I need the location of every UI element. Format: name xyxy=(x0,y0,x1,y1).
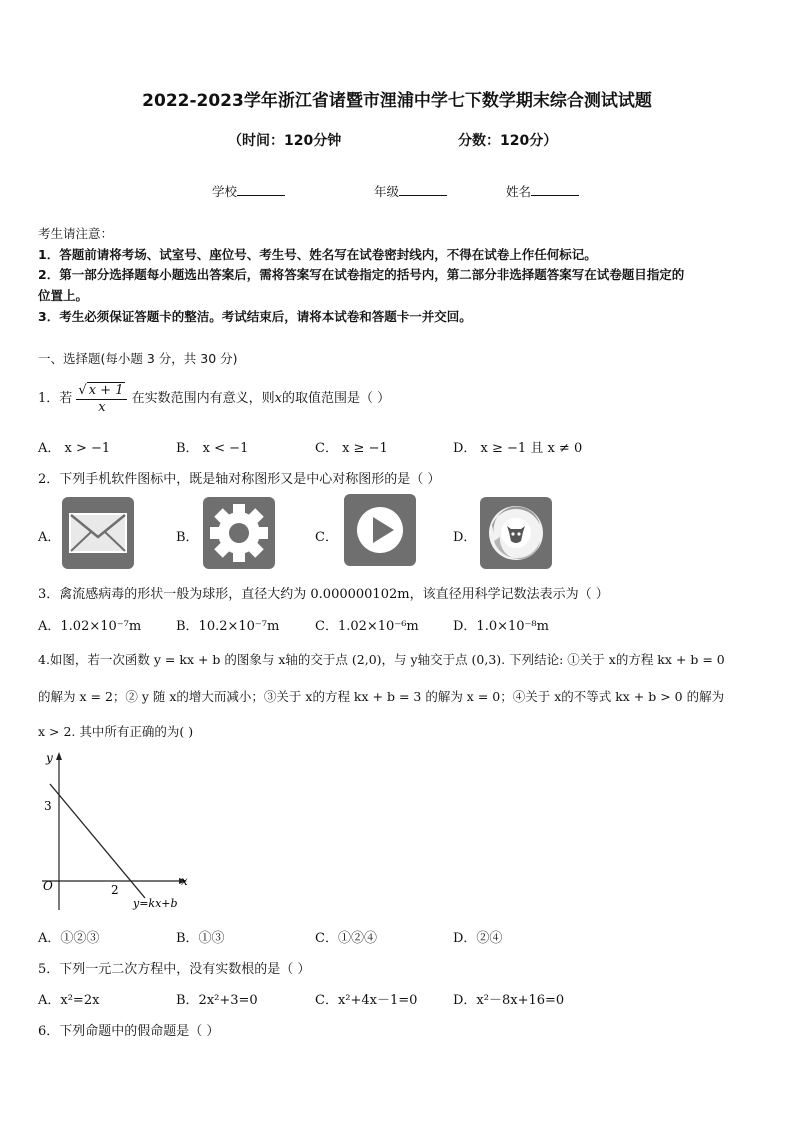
q1-option-a: A． x > −1 xyxy=(38,441,111,456)
q1-frac-numerator: x + 1 xyxy=(88,383,124,398)
name-field xyxy=(506,182,579,200)
q4-graph xyxy=(30,748,200,918)
q5-option-a: A．x²=2x xyxy=(38,993,100,1008)
exam-time: （时间：120分钟 xyxy=(228,133,342,149)
y-axis-label: y xyxy=(46,751,53,765)
q4-option-d: D．②④ xyxy=(453,931,503,946)
exam-score: 分数：120分） xyxy=(458,133,558,149)
q4-option-b: B．①③ xyxy=(176,931,225,946)
notice-heading: 考生请注意： xyxy=(38,226,114,241)
line-label: y=kx+b xyxy=(133,897,178,910)
grade-field xyxy=(374,182,447,200)
question-5: 5．下列一元二次方程中，没有实数根的是（ ） xyxy=(38,962,311,977)
name-label: 姓名 xyxy=(506,184,532,199)
y-axis-arrow xyxy=(56,752,62,760)
q2-label-a: A． xyxy=(38,530,61,545)
school-label: 学校 xyxy=(212,184,238,199)
question-4-line3: x > 2. 其中所有正确的为( ) xyxy=(38,724,194,739)
q4-option-c: C．①②④ xyxy=(315,931,377,946)
notice-item-1: 1．答题前请将考场、试室号、座位号、考生号、姓名写在试卷密封线内，不得在试卷上作任何标记。 xyxy=(38,247,597,262)
question-2: 2．下列手机软件图标中，既是轴对称图形又是中心对称图形的是（ ） xyxy=(38,472,441,487)
q1-frac-denominator: x xyxy=(98,399,106,415)
name-blank xyxy=(531,183,579,196)
q1-option-c: C． x ≥ −1 xyxy=(315,441,388,456)
school-blank xyxy=(237,183,285,196)
q1-option-d: D． x ≥ −1 且 x ≠ 0 xyxy=(453,441,583,456)
gear-icon xyxy=(203,497,275,569)
y-intercept-label: 3 xyxy=(44,799,52,813)
q1-text: 在实数范围内有意义，则 xyxy=(131,391,275,407)
page-title: 2022-2023学年浙江省诸暨市浬浦中学七下数学期末综合测试试题 xyxy=(142,91,652,111)
q1-var: x xyxy=(274,391,282,407)
q1-text2: 的取值范围是（ ） xyxy=(281,391,391,407)
q2-label-b: B． xyxy=(176,530,199,545)
q3-option-c: C．1.02×10⁻⁶m xyxy=(315,619,419,634)
q1-number: 1．若 xyxy=(38,391,73,407)
q4-option-a: A．①②③ xyxy=(38,931,100,946)
x-axis-label: x xyxy=(181,874,188,888)
q3-option-a: A．1.02×10⁻⁷m xyxy=(38,619,142,634)
x-intercept-label: 2 xyxy=(111,883,119,897)
cow-logo-icon xyxy=(480,497,552,569)
notice-item-2: 2．第一部分选择题每小题选出答案后，需将答案写在试卷指定的括号内，第二部分非选择题答案写在试卷题目指定的 xyxy=(38,267,685,282)
origin-label: O xyxy=(43,879,53,893)
q1-option-b: B． x < −1 xyxy=(176,441,249,456)
section-title: 一、选择题(每小题 3 分，共 30 分) xyxy=(38,351,238,366)
grade-blank xyxy=(399,183,447,196)
q2-label-c: C． xyxy=(315,530,338,545)
q5-option-d: D．x²－8x+16=0 xyxy=(453,993,565,1008)
q3-option-b: B．10.2×10⁻⁷m xyxy=(176,619,280,634)
play-icon xyxy=(344,494,416,566)
question-1 xyxy=(38,382,390,415)
q2-label-d: D． xyxy=(453,530,477,545)
school-field xyxy=(212,182,285,200)
notice-item-2-cont: 位置上。 xyxy=(38,288,89,303)
q1-fraction: $\frac{√ x + 1}{x}$ xyxy=(76,382,127,415)
envelope-icon xyxy=(62,497,134,569)
grade-label: 年级 xyxy=(374,184,400,199)
q5-option-c: C．x²+4x－1=0 xyxy=(315,993,418,1008)
question-4-line1: 4.如图，若一次函数 y = kx + b 的图象与 x轴的交于点 (2,0)，与 y轴交于点 (0,3). 下列结论: ①关于 x的方程 kx + b = 0 xyxy=(38,652,725,667)
q3-option-d: D．1.0×10⁻⁸m xyxy=(453,619,549,634)
question-4-line2: 的解为 x = 2；② y 随 x的增大而减小；③关于 x的方程 kx + b = 3 的解为 x = 0；④关于 x的不等式 kx + b > 0 的解为 xyxy=(38,689,725,704)
q5-option-b: B．2x²+3=0 xyxy=(176,993,258,1008)
notice-item-3: 3．考生必须保证答题卡的整洁。考试结束后，请将本试卷和答题卡一并交回。 xyxy=(38,309,472,324)
question-3: 3．禽流感病毒的形状一般为球形，直径大约为 0.000000102m，该直径用科学记数法表示为（ ） xyxy=(38,587,609,602)
question-6: 6．下列命题中的假命题是（ ） xyxy=(38,1024,220,1039)
